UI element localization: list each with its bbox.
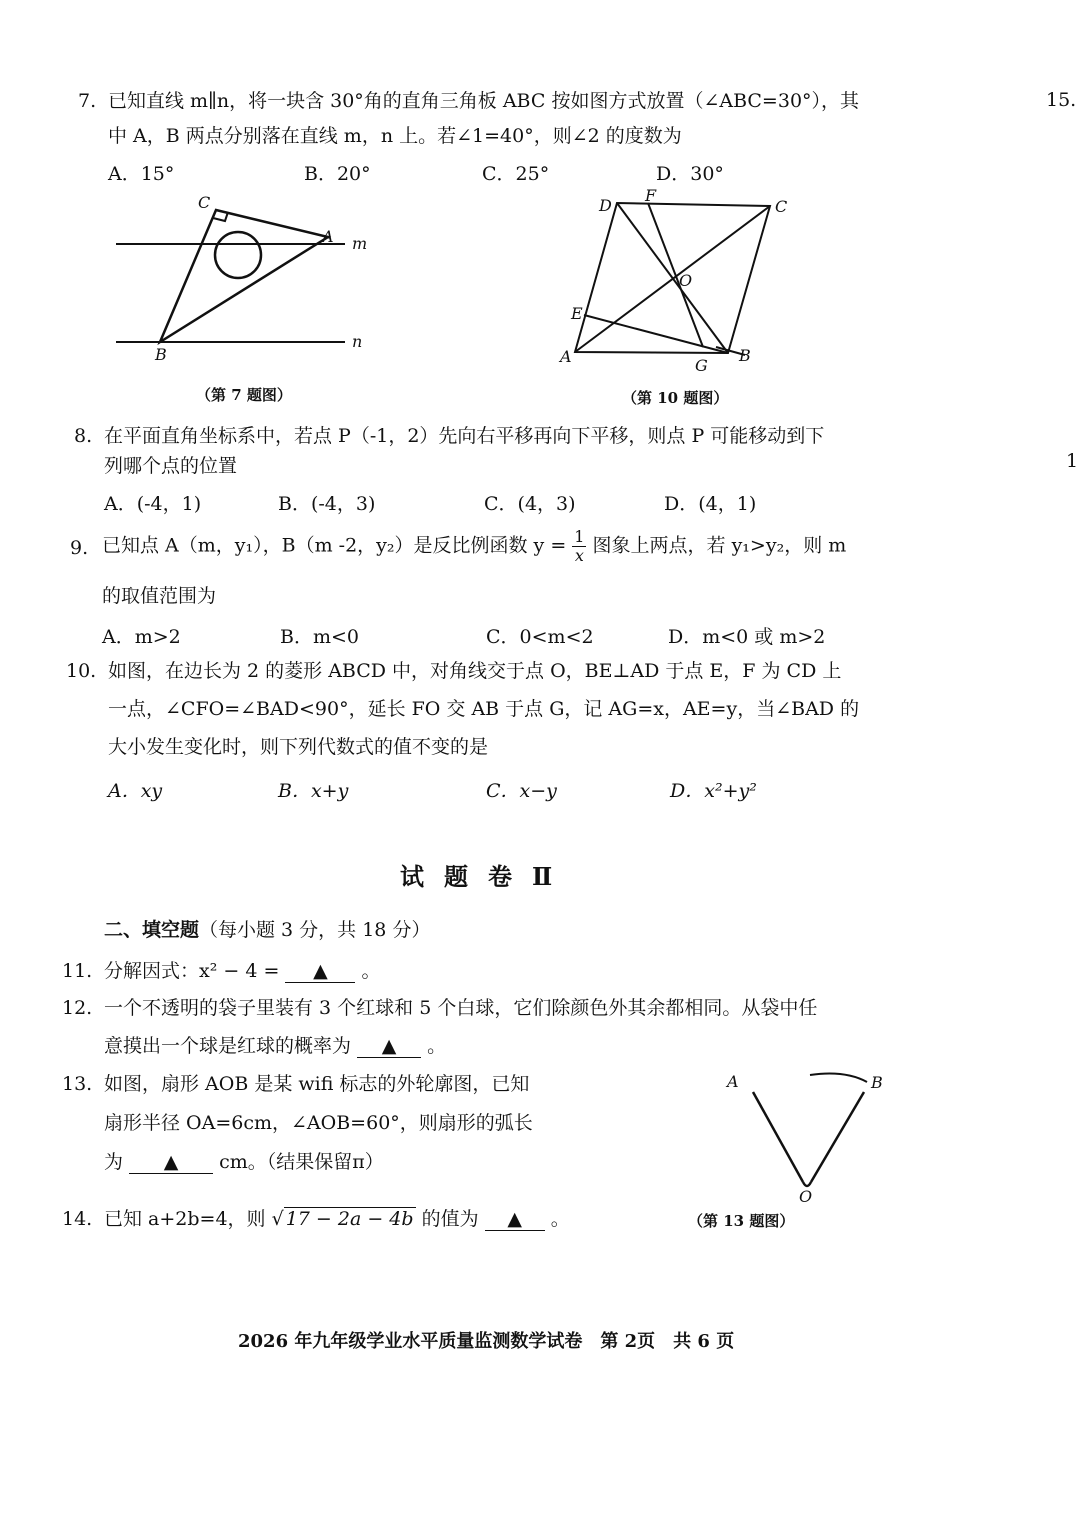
q11-number: 11.	[62, 960, 93, 982]
q11-text-pre: 分解因式：x² − 4 =	[104, 960, 280, 982]
q13-text-pre: 为	[104, 1151, 124, 1173]
label-o: O	[799, 1187, 813, 1206]
q10-option-d: D．x²+y²	[670, 780, 757, 802]
q10-text-line2: 一点，∠CFO=∠BAD<90°，延长 FO 交 AB 于点 G，记 AG=x，AE=y，当∠BAD 的	[108, 698, 860, 720]
q12-text-pre: 意摸出一个球是红球的概率为	[104, 1035, 352, 1057]
q7-option-d: D．30°	[656, 163, 724, 185]
label-a: A	[727, 1072, 739, 1091]
label-c: C	[775, 197, 788, 216]
q12-answer-blank[interactable]: ▲	[357, 1035, 421, 1058]
q11-text-post: 。	[361, 960, 381, 982]
q7-text-line1: 已知直线 m∥n，将一块含 30°角的直角三角板 ABC 按如图方式放置（∠ABC=30°），其	[108, 90, 860, 112]
protractor-circle	[215, 232, 261, 278]
q13-text-line1: 如图，扇形 AOB 是某 wifi 标志的外轮廓图，已知	[104, 1073, 530, 1095]
q7-option-b: B．20°	[304, 163, 371, 185]
q12-text-line1: 一个不透明的袋子里装有 3 个红球和 5 个白球，它们除颜色外其余都相同。从袋中任	[104, 997, 818, 1019]
radius-oa	[753, 1092, 803, 1182]
section-2-heading	[104, 915, 430, 942]
q9-text-pre: 已知点 A（m，y₁），B（m -2，y₂）是反比例函数 y =	[102, 534, 567, 557]
q8-text-line2: 列哪个点的位置	[104, 455, 238, 477]
q7-figure-caption: （第 7 题图）	[196, 386, 292, 404]
page-footer: 2026 年九年级学业水平质量监测数学试卷 第 2页 共 6 页	[238, 1331, 735, 1352]
q14-text-pre: 已知 a+2b=4，则	[104, 1208, 266, 1230]
diagonal-bd	[617, 203, 728, 353]
q9-text-line2: 的取值范围为	[102, 585, 217, 607]
q10-figure-caption: （第 10 题图）	[622, 389, 729, 407]
label-c: C	[198, 193, 211, 212]
label-a: A	[322, 227, 334, 246]
q10-number: 10.	[66, 660, 97, 682]
label-b: B	[739, 346, 751, 365]
q8-option-b: B．(-4，3)	[278, 493, 376, 515]
q10-text-line1: 如图，在边长为 2 的菱形 ABCD 中，对角线交于点 O，BE⊥AD 于点 E，F 为 CD 上	[108, 660, 842, 682]
label-n: n	[352, 332, 363, 351]
q13-text-line2: 扇形半径 OA=6cm，∠AOB=60°，则扇形的弧长	[104, 1112, 533, 1134]
q13-text-line3	[104, 1151, 384, 1174]
section-2-head: 二、填空题	[104, 919, 200, 941]
label-e: E	[571, 304, 583, 323]
q9-text-post: 图象上两点，若 y₁>y₂，则 m	[592, 534, 847, 557]
q13-number: 13.	[62, 1073, 93, 1095]
label-f: F	[645, 186, 657, 205]
q12-number: 12.	[62, 997, 93, 1019]
label-m: m	[352, 234, 368, 253]
label-g: G	[695, 356, 708, 375]
figure-q10	[555, 185, 815, 375]
q10-option-a: A．xy	[108, 780, 163, 802]
q7-text-line2: 中 A，B 两点分别落在直线 m，n 上。若∠1=40°，则∠2 的度数为	[108, 125, 682, 147]
segment-be	[584, 315, 728, 353]
q14-number: 14.	[62, 1208, 93, 1230]
fraction-numerator: 1	[574, 527, 585, 546]
section-2-note: （每小题 3 分，共 18 分）	[199, 919, 431, 941]
label-o: O	[679, 271, 693, 290]
paper-2-title: 试题卷Ⅱ	[400, 862, 573, 891]
figure-q7	[100, 185, 390, 370]
sqrt-sign: √	[271, 1208, 284, 1230]
q9-option-a: A．m>2	[102, 626, 181, 648]
label-a: A	[560, 347, 572, 366]
label-b: B	[871, 1073, 883, 1092]
label-b: B	[155, 345, 167, 364]
q8-option-c: C．(4，3)	[484, 493, 576, 515]
vertex-o-curve	[803, 1182, 811, 1186]
q9-option-d: D．m<0 或 m>2	[668, 626, 826, 648]
radius-ob	[811, 1092, 864, 1182]
figure-q13	[715, 1062, 895, 1207]
q7-number: 7.	[78, 90, 97, 112]
q9-option-b: B．m<0	[280, 626, 359, 648]
q7-option-a: A．15°	[108, 163, 175, 185]
fraction-denominator: x	[574, 546, 584, 565]
q8-text-line1: 在平面直角坐标系中，若点 P（-1，2）先向右平移再向下平移，则点 P 可能移动到下	[104, 425, 825, 447]
q8-option-d: D．(4，1)	[664, 493, 757, 515]
q11-answer-blank[interactable]: ▲	[285, 960, 355, 983]
margin-fragment-mid: 1	[1066, 450, 1079, 472]
q10-option-b: B．x+y	[278, 780, 349, 802]
q9-option-c: C．0<m<2	[486, 626, 594, 648]
margin-fragment-top: 15.	[1046, 89, 1077, 111]
line-fg	[648, 203, 703, 347]
q14-text	[104, 1208, 570, 1231]
q10-text-line3: 大小发生变化时，则下列代数式的值不变的是	[108, 736, 489, 758]
fraction-1-over-x	[572, 528, 586, 565]
q12-text-post: 。	[427, 1035, 447, 1057]
arc-ab	[810, 1074, 867, 1082]
q9-text-line1	[102, 528, 846, 565]
q11-text	[104, 960, 381, 983]
label-d: D	[599, 196, 612, 215]
q13-text-post: cm。（结果保留π）	[219, 1151, 384, 1173]
q9-number: 9.	[70, 537, 89, 559]
q14-text-mid: 的值为	[421, 1208, 479, 1230]
q14-text-post: 。	[550, 1208, 570, 1230]
q14-answer-blank[interactable]: ▲	[485, 1208, 545, 1231]
q8-number: 8.	[74, 425, 93, 447]
q8-option-a: A．(-4，1)	[104, 493, 202, 515]
q12-text-line2	[104, 1035, 446, 1058]
q13-answer-blank[interactable]: ▲	[129, 1151, 213, 1174]
q13-figure-caption: （第 13 题图）	[688, 1212, 795, 1230]
sqrt-radicand: 17 − 2a − 4b	[285, 1208, 414, 1230]
q10-option-c: C．x−y	[486, 780, 557, 802]
q7-option-c: C．25°	[482, 163, 550, 185]
